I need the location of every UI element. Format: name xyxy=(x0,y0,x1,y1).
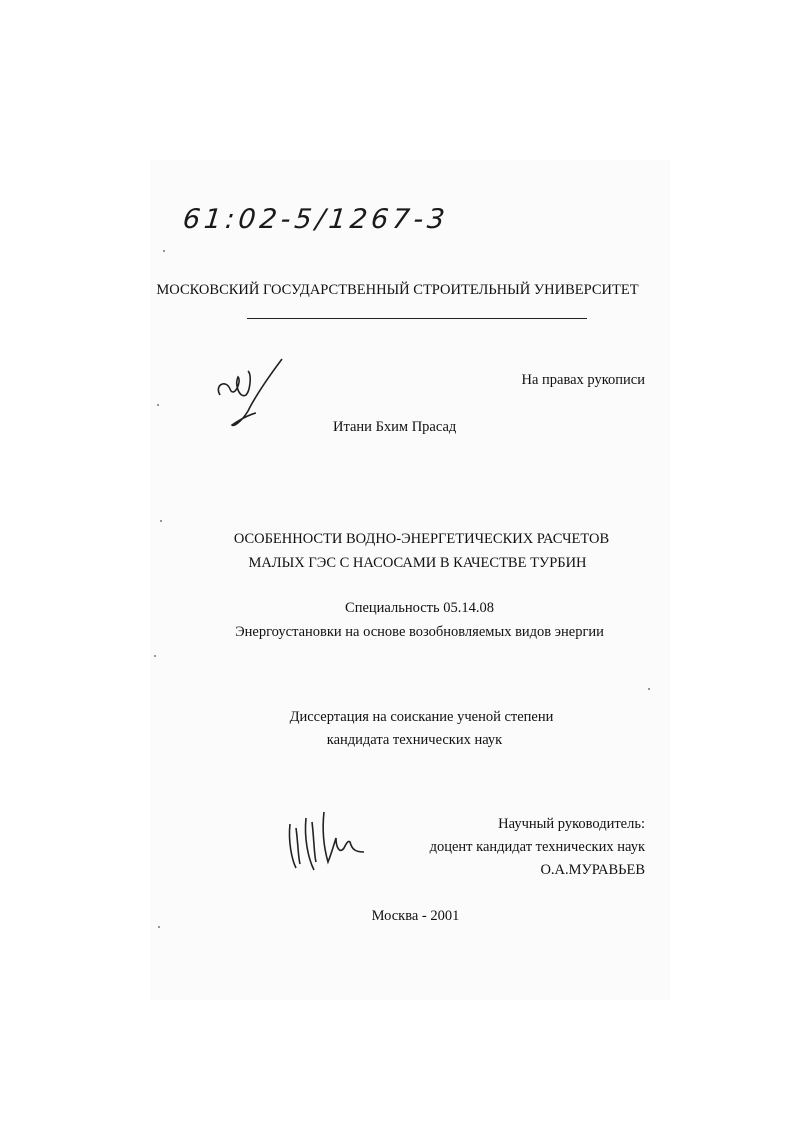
supervisor-name: О.А.МУРАВЬЕВ xyxy=(540,862,645,878)
title-line-1: ОСОБЕННОСТИ ВОДНО-ЭНЕРГЕТИЧЕСКИХ РАСЧЕТОВ xyxy=(233,531,610,547)
archive-number-stamp: 61:02-5/1267-3 xyxy=(181,204,451,235)
scan-speck xyxy=(158,926,160,928)
author-signature xyxy=(212,355,292,435)
scan-speck xyxy=(648,688,650,690)
divider-line xyxy=(247,318,587,319)
scan-speck xyxy=(154,655,156,657)
author-name: Итани Бхим Прасад xyxy=(333,419,457,435)
scan-speck xyxy=(163,250,165,252)
supervisor-degree: доцент кандидат технических наук xyxy=(429,839,645,855)
dissertation-line-2: кандидата технических наук xyxy=(326,732,503,748)
city-year: Москва - 2001 xyxy=(371,908,460,924)
scan-speck xyxy=(157,404,159,406)
scan-speck xyxy=(160,520,162,522)
supervisor-label: Научный руководитель: xyxy=(498,816,645,832)
dissertation-line-1: Диссертация на соискание ученой степени xyxy=(289,709,554,725)
title-line-2: МАЛЫХ ГЭС С НАСОСАМИ В КАЧЕСТВЕ ТУРБИН xyxy=(248,555,587,571)
specialty-code: Специальность 05.14.08 xyxy=(345,600,494,616)
university-name: МОСКОВСКИЙ ГОСУДАРСТВЕННЫЙ СТРОИТЕЛЬНЫЙ УНИВЕРСИТЕТ xyxy=(156,282,639,298)
supervisor-signature xyxy=(284,808,370,886)
manuscript-rights: На правах рукописи xyxy=(521,372,645,388)
specialty-name: Энергоустановки на основе возобновляемых видов энергии xyxy=(235,624,604,640)
